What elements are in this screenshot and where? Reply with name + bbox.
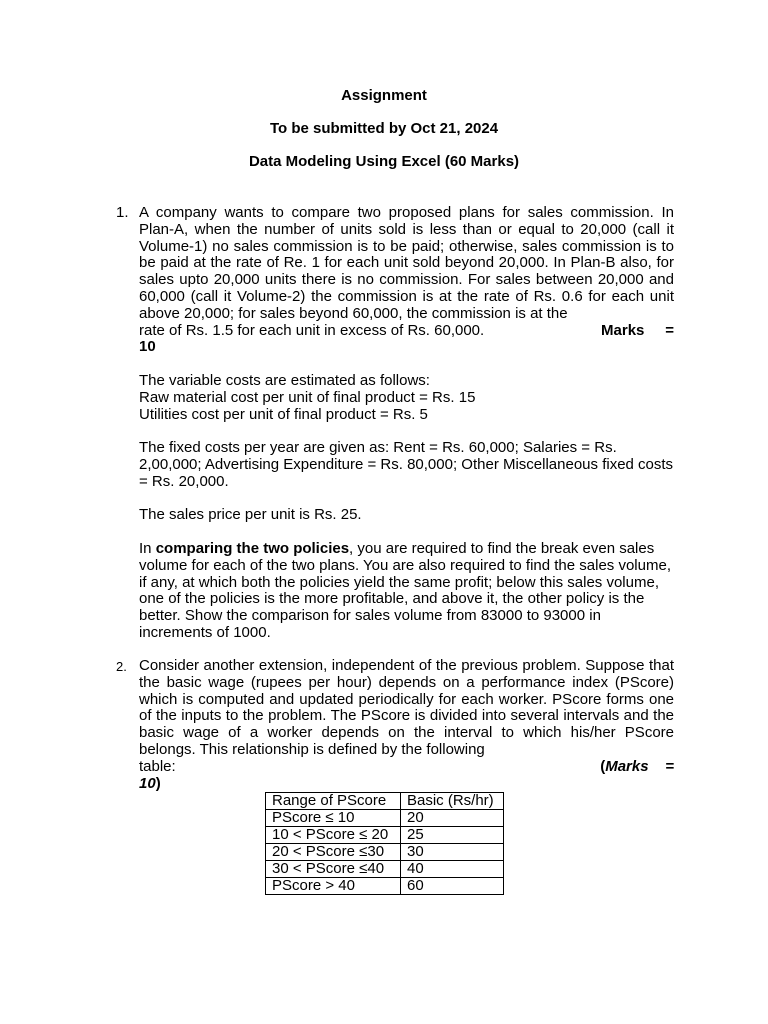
question-2-text: Consider another extension, independent of the previous problem. Suppose that the basic wage (rupees per hour) depends on a performance index (PScore) which is computed and updated periodically for each worker. PScore forms one of the inputs to the problem. The PScore is divided into several intervals and the basic wage of a worker depends on the interval to which his/her PScore belongs. This relationship is defined by the following xyxy=(139,657,674,758)
table-row xyxy=(266,810,504,827)
table-row xyxy=(266,827,504,844)
comparison-rest: , you are required to find the break even sales volume for each of the two plans. You are also required to find the sales volume, if any, at which both the policies yield the same profit; below this sales volume, one of the policies is the more profitable, and above it, the other policy is the better. Show the comparison for sales volume from 83000 to 93000 in increments of 1000. xyxy=(139,539,671,641)
table-row xyxy=(266,844,504,861)
table-cell: 10 < PScore ≤ 20 xyxy=(266,827,401,844)
question-2-number: 2. xyxy=(116,659,127,674)
raw-material-cost: Raw material cost per unit of final product = Rs. 15 xyxy=(139,388,476,406)
comparison-bold: comparing the two policies xyxy=(155,539,350,557)
question-2-marks xyxy=(600,759,674,776)
question-2-marks-value: 10 xyxy=(139,774,156,792)
table-cell: PScore > 40 xyxy=(266,878,401,895)
question-2-marks-open: ( xyxy=(600,757,606,775)
sales-price: The sales price per unit is Rs. 25. xyxy=(139,506,362,524)
table-cell: 60 xyxy=(401,878,504,895)
comparison-instructions xyxy=(139,541,674,642)
table-row xyxy=(266,878,504,895)
question-1 xyxy=(116,204,674,642)
submission-deadline: To be submitted by Oct 21, 2024 xyxy=(269,120,499,137)
question-2-marks-label: Marks xyxy=(605,757,649,775)
table-cell: 40 xyxy=(401,861,504,878)
question-2-marks-close: ) xyxy=(155,774,161,792)
utilities-cost: Utilities cost per unit of final product = Rs. 5 xyxy=(139,405,428,423)
table-header-row xyxy=(266,793,504,810)
question-1-marks-label: Marks xyxy=(601,321,645,339)
fixed-costs: The fixed costs per year are given as: Rent = Rs. 60,000; Salaries = Rs. 2,00,000; Advertising Expenditure = Rs. 80,000; Other Miscellaneous fixed costs = Rs. 20,000. xyxy=(139,439,674,490)
table-cell: 20 xyxy=(401,810,504,827)
assignment-title: Assignment xyxy=(341,87,427,104)
question-2-text-last: table: xyxy=(139,757,176,775)
question-1-number: 1. xyxy=(116,204,129,221)
table-cell: 30 < PScore ≤40 xyxy=(266,861,401,878)
table-cell: 25 xyxy=(401,827,504,844)
table-row xyxy=(266,861,504,878)
table-cell: 30 xyxy=(401,844,504,861)
table-header-cell: Basic (Rs/hr) xyxy=(401,793,504,810)
question-1-marks-value: 10 xyxy=(139,338,156,356)
table-header-cell: Range of PScore xyxy=(266,793,401,810)
table-cell: PScore ≤ 10 xyxy=(266,810,401,827)
question-1-marks-line xyxy=(139,323,674,340)
question-2-marks-eq: = xyxy=(665,757,674,775)
question-1-intro-last-line: rate of Rs. 1.5 for each unit in excess of Rs. 60,000. xyxy=(139,321,485,339)
comparison-prefix: In xyxy=(139,539,156,557)
assignment-subtitle: Data Modeling Using Excel (60 Marks) xyxy=(248,153,520,170)
table-cell: 20 < PScore ≤30 xyxy=(266,844,401,861)
question-1-marks xyxy=(601,323,674,340)
question-1-marks-eq: = xyxy=(665,321,674,339)
question-1-intro: A company wants to compare two proposed plans for sales commission. In Plan-A, when the number of units sold is less than or equal to 20,000 (call it Volume-1) no sales commission is to be paid; otherwise, sales commission is to be paid at the rate of Re. 1 for each unit sold beyond 20,000. In Plan-B also, for sales upto 20,000 units there is no commission. For sales between 20,000 and 60,000 (call it Volume-2) the commission is at the rate of Rs. 0.6 for each unit above 20,000; for sales beyond 60,000, the commission is at the xyxy=(139,204,674,322)
question-2 xyxy=(116,657,674,792)
question-2-marks-line xyxy=(139,759,674,776)
variable-costs-title: The variable costs are estimated as follows: xyxy=(139,371,430,389)
pscore-table xyxy=(265,792,504,895)
